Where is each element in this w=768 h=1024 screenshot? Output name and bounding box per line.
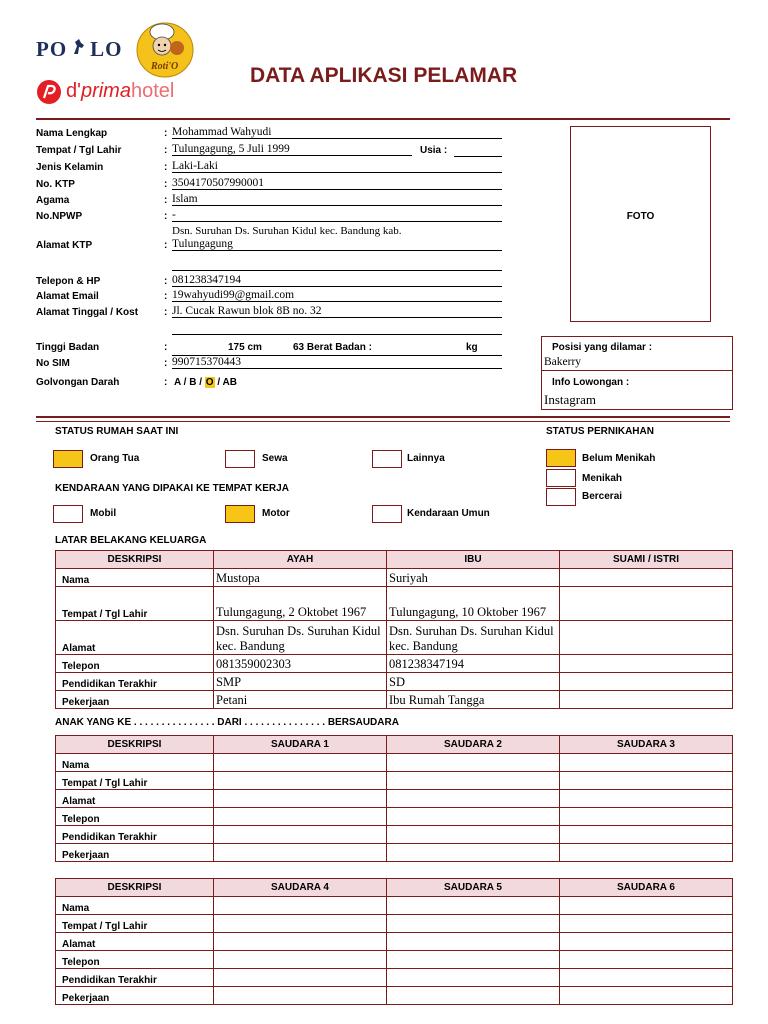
email-value: 19wahyudi99@gmail.com	[172, 289, 502, 302]
table-row: Telepon	[56, 951, 733, 969]
table-header: SAUDARA 1	[214, 736, 387, 754]
sim-value: 990715370443	[172, 356, 502, 369]
agama-value: Islam	[172, 193, 502, 206]
ayah-nama[interactable]: Mustopa	[214, 569, 387, 587]
polo-horse-icon	[72, 36, 86, 61]
checkbox-sewa[interactable]	[225, 450, 255, 468]
berat-unit: kg	[466, 342, 478, 353]
option-sewa: Sewa	[262, 453, 288, 464]
section-divider-thin	[36, 421, 730, 422]
title-divider	[36, 118, 730, 120]
colon: :	[164, 128, 168, 139]
pasangan-pekerjaan[interactable]	[560, 691, 733, 709]
pasangan-pendidikan[interactable]	[560, 673, 733, 691]
npwp-label: No.NPWP	[36, 211, 83, 222]
darah-ab[interactable]: AB	[222, 377, 237, 388]
table-header: DESKRIPSI	[56, 551, 214, 569]
saudara-table-1	[55, 735, 733, 862]
table-header: IBU	[387, 551, 560, 569]
table-row: Telepon 081359002303 081238347194	[56, 655, 733, 673]
tinggi-label: Tinggi Badan	[36, 342, 100, 353]
ktp-label: No. KTP	[36, 179, 75, 190]
table-header: DESKRIPSI	[56, 879, 214, 897]
posisi-box	[541, 336, 733, 410]
ibu-alamat[interactable]: Dsn. Suruhan Ds. Suruhan Kidul kec. Bandung	[387, 621, 560, 655]
table-header: SAUDARA 5	[387, 879, 560, 897]
table-row: Nama	[56, 897, 733, 915]
option-kendaraan-umum: Kendaraan Umun	[407, 508, 490, 519]
telp-value: 081238347194	[172, 274, 502, 287]
status-nikah-heading: STATUS PERNIKAHAN	[546, 426, 654, 437]
table-header: SAUDARA 2	[387, 736, 560, 754]
alamat-ktp-blank-line	[172, 270, 502, 271]
keluarga-table	[55, 550, 733, 709]
ibu-pendidikan[interactable]: SD	[387, 673, 560, 691]
dprimahotel-logo: d'primahotel	[36, 78, 196, 106]
tinggal-blank-line	[172, 334, 502, 335]
table-header: AYAH	[214, 551, 387, 569]
table-row: Pekerjaan	[56, 844, 733, 862]
nama-label: Nama Lengkap	[36, 128, 108, 139]
berat-label: 63 Berat Badan :	[293, 342, 372, 353]
npwp-value: -	[172, 209, 502, 222]
checkbox-bercerai[interactable]	[546, 488, 576, 506]
option-orang-tua: Orang Tua	[90, 453, 140, 464]
email-label: Alamat Email	[36, 291, 99, 302]
colon: :	[164, 291, 168, 302]
dprima-circle-icon	[36, 79, 62, 105]
polo-logo: PO LO	[36, 37, 123, 61]
table-row: Telepon	[56, 808, 733, 826]
option-mobil: Mobil	[90, 508, 117, 519]
colon: :	[164, 358, 168, 369]
table-row: Pendidikan Terakhir SMP SD	[56, 673, 733, 691]
info-label: Info Lowongan :	[552, 377, 630, 388]
ibu-nama[interactable]: Suriyah	[387, 569, 560, 587]
sim-label: No SIM	[36, 358, 70, 369]
checkbox-mobil[interactable]	[53, 505, 83, 523]
colon: :	[164, 276, 168, 287]
rotio-logo: Roti'O	[135, 20, 195, 78]
posisi-value: Bakerry	[544, 356, 582, 368]
colon: :	[164, 377, 168, 388]
foto-box[interactable]	[570, 126, 711, 322]
darah-b[interactable]: B	[189, 377, 197, 388]
ayah-alamat[interactable]: Dsn. Suruhan Ds. Suruhan Kidul kec. Bandung	[214, 621, 387, 655]
usia-label: Usia :	[420, 145, 448, 156]
checkbox-orang-tua[interactable]	[53, 450, 83, 468]
table-header: DESKRIPSI	[56, 736, 214, 754]
ttl-label: Tempat / Tgl Lahir	[36, 145, 122, 156]
checkbox-motor[interactable]	[225, 505, 255, 523]
ayah-pekerjaan[interactable]: Petani	[214, 691, 387, 709]
page-title: DATA APLIKASI PELAMAR	[250, 64, 518, 87]
table-row: Pendidikan Terakhir	[56, 826, 733, 844]
section-divider	[36, 416, 730, 418]
checkbox-lainnya[interactable]	[372, 450, 402, 468]
table-row: Tempat / Tgl Lahir	[56, 915, 733, 933]
jk-value: Laki-Laki	[172, 160, 502, 173]
alamat-ktp-line1: Dsn. Suruhan Ds. Suruhan Kidul kec. Bandung kab.	[172, 225, 402, 237]
tinggal-value: Jl. Cucak Rawun blok 8B no. 32	[172, 305, 502, 318]
tinggi-value: 175 cm	[228, 342, 262, 353]
checkbox-kendaraan-umum[interactable]	[372, 505, 402, 523]
table-row: Alamat	[56, 933, 733, 951]
ttl-value: Tulungagung, 5 Juli 1999	[172, 143, 412, 156]
table-row: Tempat / Tgl Lahir Tulungagung, 2 Oktobet 1967 Tulungagung, 10 Oktober 1967	[56, 587, 733, 621]
kendaraan-heading: KENDARAAN YANG DIPAKAI KE TEMPAT KERJA	[55, 483, 289, 494]
status-rumah-heading: STATUS RUMAH SAAT INI	[55, 426, 179, 437]
darah-o-selected[interactable]: O	[205, 377, 214, 388]
table-row: Tempat / Tgl Lahir	[56, 772, 733, 790]
pasangan-nama[interactable]	[560, 569, 733, 587]
option-motor: Motor	[262, 508, 290, 519]
alamat-ktp-label: Alamat KTP	[36, 240, 93, 251]
posisi-label: Posisi yang dilamar :	[552, 342, 653, 353]
tinggal-label: Alamat Tinggal / Kost	[36, 307, 139, 318]
table-row: Pendidikan Terakhir	[56, 969, 733, 987]
darah-a[interactable]: A	[174, 377, 181, 388]
saudara-table-2	[55, 878, 733, 1005]
table-row: Pekerjaan Petani Ibu Rumah Tangga	[56, 691, 733, 709]
ibu-telepon[interactable]: 081238347194	[387, 655, 560, 673]
alamat-ktp-line2: Tulungagung	[172, 238, 502, 251]
table-row: Alamat Dsn. Suruhan Ds. Suruhan Kidul kec. Bandung Dsn. Suruhan Ds. Suruhan Kidul kec. Bandung	[56, 621, 733, 655]
table-header: SUAMI / ISTRI	[560, 551, 733, 569]
colon: :	[164, 179, 168, 190]
ayah-ttl[interactable]: Tulungagung, 2 Oktobet 1967	[214, 587, 387, 621]
colon: :	[164, 240, 168, 251]
colon: :	[164, 145, 168, 156]
pasangan-alamat[interactable]	[560, 621, 733, 655]
jk-label: Jenis Kelamin	[36, 162, 104, 173]
darah-label: Golvongan Darah	[36, 377, 120, 388]
checkbox-belum-menikah[interactable]	[546, 449, 576, 467]
foto-label: FOTO	[626, 211, 655, 222]
ktp-value: 3504170507990001	[172, 177, 502, 190]
table-row: Pekerjaan	[56, 987, 733, 1005]
usia-field	[454, 156, 502, 157]
colon: :	[164, 195, 168, 206]
ayah-telepon[interactable]: 081359002303	[214, 655, 387, 673]
colon: :	[164, 307, 168, 318]
nama-value: Mohammad Wahyudi	[172, 126, 502, 139]
table-row: Alamat	[56, 790, 733, 808]
info-value: Instagram	[544, 392, 596, 407]
pasangan-telepon[interactable]	[560, 655, 733, 673]
checkbox-menikah[interactable]	[546, 469, 576, 487]
table-row: Nama	[56, 754, 733, 772]
table-header: SAUDARA 3	[560, 736, 733, 754]
table-header: SAUDARA 4	[214, 879, 387, 897]
ayah-pendidikan[interactable]: SMP	[214, 673, 387, 691]
darah-options: A / B / O / AB	[174, 377, 237, 388]
telp-label: Telepon & HP	[36, 276, 101, 287]
option-bercerai: Bercerai	[582, 491, 623, 502]
colon: :	[164, 342, 168, 353]
pasangan-ttl[interactable]	[560, 587, 733, 621]
option-menikah: Menikah	[582, 473, 623, 484]
option-lainnya: Lainnya	[407, 453, 445, 464]
anak-ke-line: ANAK YANG KE . . . . . . . . . . . . . . . DARI . . . . . . . . . . . . . . . BERSAUDARA	[55, 717, 399, 728]
colon: :	[164, 211, 168, 222]
table-row: Nama Mustopa Suriyah	[56, 569, 733, 587]
keluarga-heading: LATAR BELAKANG KELUARGA	[55, 535, 207, 546]
option-belum-menikah: Belum Menikah	[582, 453, 656, 464]
ibu-pekerjaan[interactable]: Ibu Rumah Tangga	[387, 691, 560, 709]
colon: :	[164, 162, 168, 173]
ibu-ttl[interactable]: Tulungagung, 10 Oktober 1967	[387, 587, 560, 621]
table-header: SAUDARA 6	[560, 879, 733, 897]
agama-label: Agama	[36, 195, 70, 206]
